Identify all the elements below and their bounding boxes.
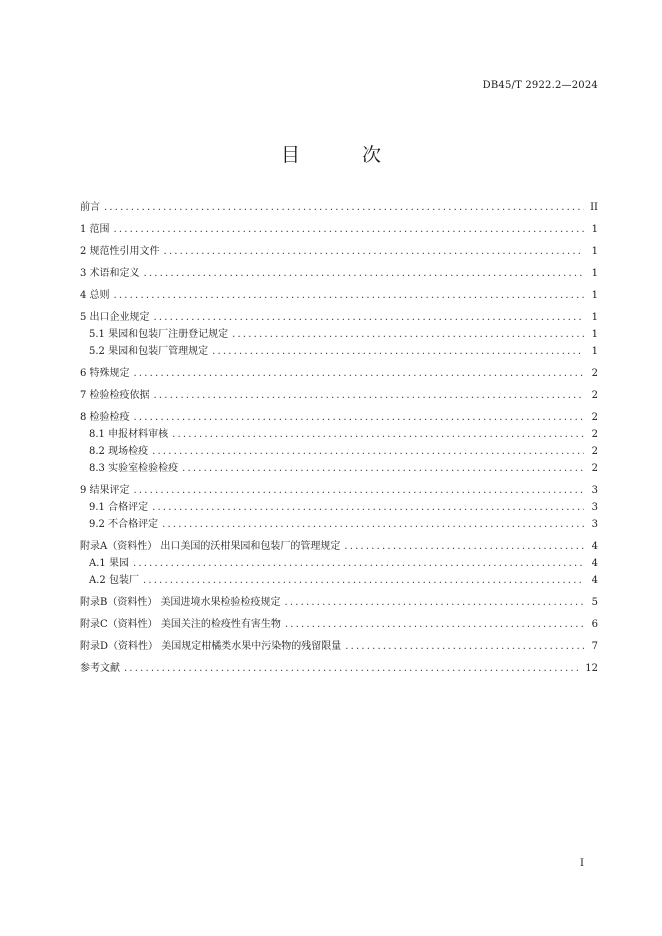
toc-dot-leader bbox=[143, 573, 584, 589]
toc-dot-leader bbox=[154, 388, 584, 404]
toc-entry[interactable] bbox=[80, 617, 598, 633]
toc-dot-leader bbox=[285, 595, 584, 611]
toc-entry-page: 4 bbox=[591, 575, 598, 586]
toc-entry[interactable] bbox=[80, 327, 598, 343]
toc-entry-page: 1 bbox=[591, 346, 598, 357]
toc-dot-leader bbox=[144, 266, 584, 282]
toc-entry-page: 5 bbox=[591, 597, 598, 608]
toc-dot-leader bbox=[114, 222, 584, 238]
toc-entry-page: 1 bbox=[591, 329, 598, 340]
toc-entry-label: 附录B（资料性） 美国进境水果检验检疫规定 bbox=[80, 597, 281, 608]
toc-entry-label: 前言 bbox=[80, 202, 100, 213]
toc-entry-label: 6 特殊规定 bbox=[80, 368, 130, 379]
toc-entry-page: 4 bbox=[591, 558, 598, 569]
toc-entry[interactable] bbox=[80, 539, 598, 555]
toc-dot-leader bbox=[152, 500, 584, 516]
toc-entry-label: 2 规范性引用文件 bbox=[80, 246, 160, 257]
toc-entry-label: 1 范围 bbox=[80, 224, 110, 235]
toc-entry-page: 3 bbox=[591, 519, 598, 530]
toc-dot-leader bbox=[345, 639, 584, 655]
toc-dot-leader bbox=[164, 244, 584, 260]
toc-entry-page: 1 bbox=[591, 246, 598, 257]
toc-dot-leader bbox=[133, 556, 584, 572]
toc-dot-leader bbox=[114, 288, 584, 304]
toc-entry-page: 7 bbox=[591, 641, 598, 652]
toc-entry[interactable] bbox=[80, 661, 598, 677]
toc-entry-label: 9 结果评定 bbox=[80, 485, 130, 496]
toc-dot-leader bbox=[134, 366, 584, 382]
toc-entry[interactable] bbox=[80, 344, 598, 360]
toc-entry[interactable] bbox=[80, 595, 598, 611]
toc-entry-label: 附录D（资料性） 美国规定柑橘类水果中污染物的残留限量 bbox=[80, 641, 342, 652]
toc-entry-label: 4 总则 bbox=[80, 290, 110, 301]
toc-entry-page: 1 bbox=[591, 224, 598, 235]
toc-entry[interactable] bbox=[80, 410, 598, 426]
toc-dot-leader bbox=[134, 410, 584, 426]
toc-entry[interactable] bbox=[80, 461, 598, 477]
toc-dot-leader bbox=[344, 539, 584, 555]
toc-entry-label: 8.2 现场检疫 bbox=[89, 446, 149, 457]
toc-entry[interactable] bbox=[80, 639, 598, 655]
toc-dot-leader bbox=[104, 200, 584, 216]
toc-entry-page: 6 bbox=[591, 619, 598, 630]
toc-dot-leader bbox=[172, 427, 584, 443]
toc-entry[interactable] bbox=[80, 483, 598, 499]
toc-entry[interactable] bbox=[80, 288, 598, 304]
page-title: 目 次 bbox=[280, 144, 410, 166]
toc-dot-leader bbox=[232, 327, 584, 343]
toc-dot-leader bbox=[124, 661, 581, 677]
toc-dot-leader bbox=[182, 461, 584, 477]
toc-entry-page: 2 bbox=[591, 390, 598, 401]
toc-entry-page: 3 bbox=[591, 485, 598, 496]
toc-entry-label: 附录C（资料性） 美国关注的检疫性有害生物 bbox=[80, 619, 281, 630]
toc-entry-page: 1 bbox=[591, 268, 598, 279]
toc-entry-page: 4 bbox=[591, 541, 598, 552]
toc-entry[interactable] bbox=[80, 556, 598, 572]
toc-entry[interactable] bbox=[80, 517, 598, 533]
standard-code: DB45/T 2922.2—2024 bbox=[482, 80, 598, 91]
toc-dot-leader bbox=[152, 444, 584, 460]
toc-entry[interactable] bbox=[80, 427, 598, 443]
toc-entry[interactable] bbox=[80, 310, 598, 326]
toc-entry-label: 5.2 果园和包装厂管理规定 bbox=[89, 346, 209, 357]
toc-entry-label: 附录A（资料性） 出口美国的沃柑果园和包装厂的管理规定 bbox=[80, 541, 341, 552]
toc-entry[interactable] bbox=[80, 200, 598, 216]
toc-entry-label: 5 出口企业规定 bbox=[80, 312, 150, 323]
toc-entry[interactable] bbox=[80, 444, 598, 460]
toc-dot-leader bbox=[285, 617, 584, 633]
toc-entry-label: 9.2 不合格评定 bbox=[89, 519, 159, 530]
toc-entry-page: 2 bbox=[591, 412, 598, 423]
toc-dot-leader bbox=[134, 483, 584, 499]
toc-dot-leader bbox=[162, 517, 584, 533]
toc-entry-label: 8.1 申报材料审核 bbox=[89, 429, 169, 440]
toc-entry-page: 2 bbox=[591, 368, 598, 379]
toc-entry-page: II bbox=[590, 202, 598, 213]
toc-entry[interactable] bbox=[80, 500, 598, 516]
toc-entry-label: 8 检验检疫 bbox=[80, 412, 130, 423]
toc-dot-leader bbox=[212, 344, 584, 360]
toc-entry-label: A.1 果园 bbox=[89, 558, 129, 569]
toc-entry[interactable] bbox=[80, 366, 598, 382]
toc-entry[interactable] bbox=[80, 244, 598, 260]
toc-entry-label: 7 检验检疫依据 bbox=[80, 390, 150, 401]
toc-entry-page: 2 bbox=[591, 463, 598, 474]
page-number: I bbox=[580, 858, 584, 869]
toc-entry-label: 3 术语和定义 bbox=[80, 268, 140, 279]
toc-entry-label: A.2 包装厂 bbox=[89, 575, 139, 586]
toc-entry[interactable] bbox=[80, 222, 598, 238]
toc-entry-page: 3 bbox=[591, 502, 598, 513]
toc-entry[interactable] bbox=[80, 388, 598, 404]
toc-entry-page: 2 bbox=[591, 446, 598, 457]
toc-entry-page: 2 bbox=[591, 429, 598, 440]
toc-entry[interactable] bbox=[80, 266, 598, 282]
toc-entry-label: 8.3 实验室检验检疫 bbox=[89, 463, 179, 474]
toc-dot-leader bbox=[154, 310, 584, 326]
toc-entry[interactable] bbox=[80, 573, 598, 589]
toc-entry-page: 1 bbox=[591, 312, 598, 323]
toc-entry-label: 参考文献 bbox=[80, 663, 120, 674]
toc-entry-label: 5.1 果园和包装厂注册登记规定 bbox=[89, 329, 229, 340]
toc-entry-label: 9.1 合格评定 bbox=[89, 502, 149, 513]
toc-entry-page: 12 bbox=[585, 663, 598, 674]
toc-entry-page: 1 bbox=[591, 290, 598, 301]
